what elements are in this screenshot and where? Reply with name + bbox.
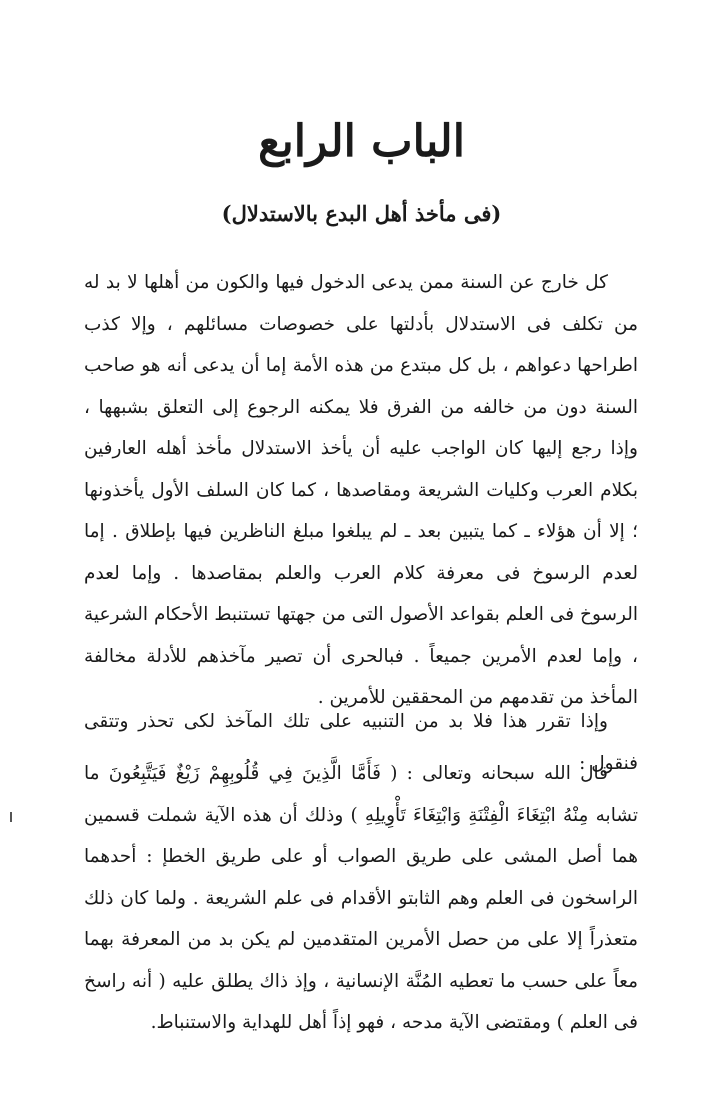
- paragraph-intro-text: كل خارج عن السنة ممن يدعى الدخول فيها والكون من أهلها لا بد له من تكلف فى الاستدلال بأدلتها على خصوصات مسائلهم ، وإلا كذب اطراحها دعواهم ، بل كل مبتدع من هذه الأمة إما أن يدعى أنه هو صاحب السنة دون من خالفه من الفرق فلا يمكنه الرجوع إلى التعلق بشبهها ، وإذا رجع إليها كان الواجب عليه أن يأخذ الاستدلال مأخذ أهله العارفين بكلام العرب وكليات الشريعة ومقاصدها ، كما كان السلف الأول يأخذونها ؛ إلا أن هؤلاء ـ كما يتبين بعد ـ لم يبلغوا مبلغ الناظرين فيها بإطلاق . إما لعدم الرسوخ فى معرفة كلام العرب والعلم بمقاصدها . وإما لعدم الرسوخ فى العلم بقواعد الأصول التى من جهتها تستنبط الأحكام الشرعية ، وإما لعدم الأمرين جميعاً . فبالحرى أن تصير مآخذهم للأدلة مخالفة المأخذ من تقدمهم من المحققين للأمرين .: [84, 272, 638, 708]
- chapter-title: الباب الرابع: [258, 116, 465, 167]
- chapter-subtitle: (فى مأخذ أهل البدع بالاستدلال): [221, 201, 502, 226]
- paragraph-intro: [84, 262, 638, 719]
- scan-edge-mark: [10, 812, 12, 822]
- paragraph-quran-verse-text: قال الله سبحانه وتعالى : ( فَأَمَّا الَّذِينَ فِي قُلُوبِهِمْ زَيْغٌ فَيَتَّبِعُونَ ما تشابه مِنْهُ ابْتِغَاءَ الْفِتْنَةِ وَابْتِغَاءَ تَأْوِيلِهِ ) وذلك أن هذه الآية شملت قسمين هما أصل المشى على طريق الصواب أو على طريق الخطإ : أحدهما الراسخون فى العلم وهم الثابتو الأقدام فى علم الشريعة . ولما كان ذلك متعذراً إلا على من حصل الأمرين المتقدمين لم يكن بد من المعرفة بهما معاً على حسب ما تعطيه المُنَّة الإنسانية ، وإذ ذاك يطلق عليه ( أنه راسخ فى العلم ) ومقتضى الآية مدحه ، فهو إذاً أهل للهداية والاستنباط.: [84, 763, 638, 1033]
- paragraph-quran-verse: [84, 753, 638, 1044]
- paragraph-transition-text: وإذا تقرر هذا فلا بد من التنبيه على تلك المآخذ لكى تحذر وتتقى فنقول :: [84, 711, 638, 774]
